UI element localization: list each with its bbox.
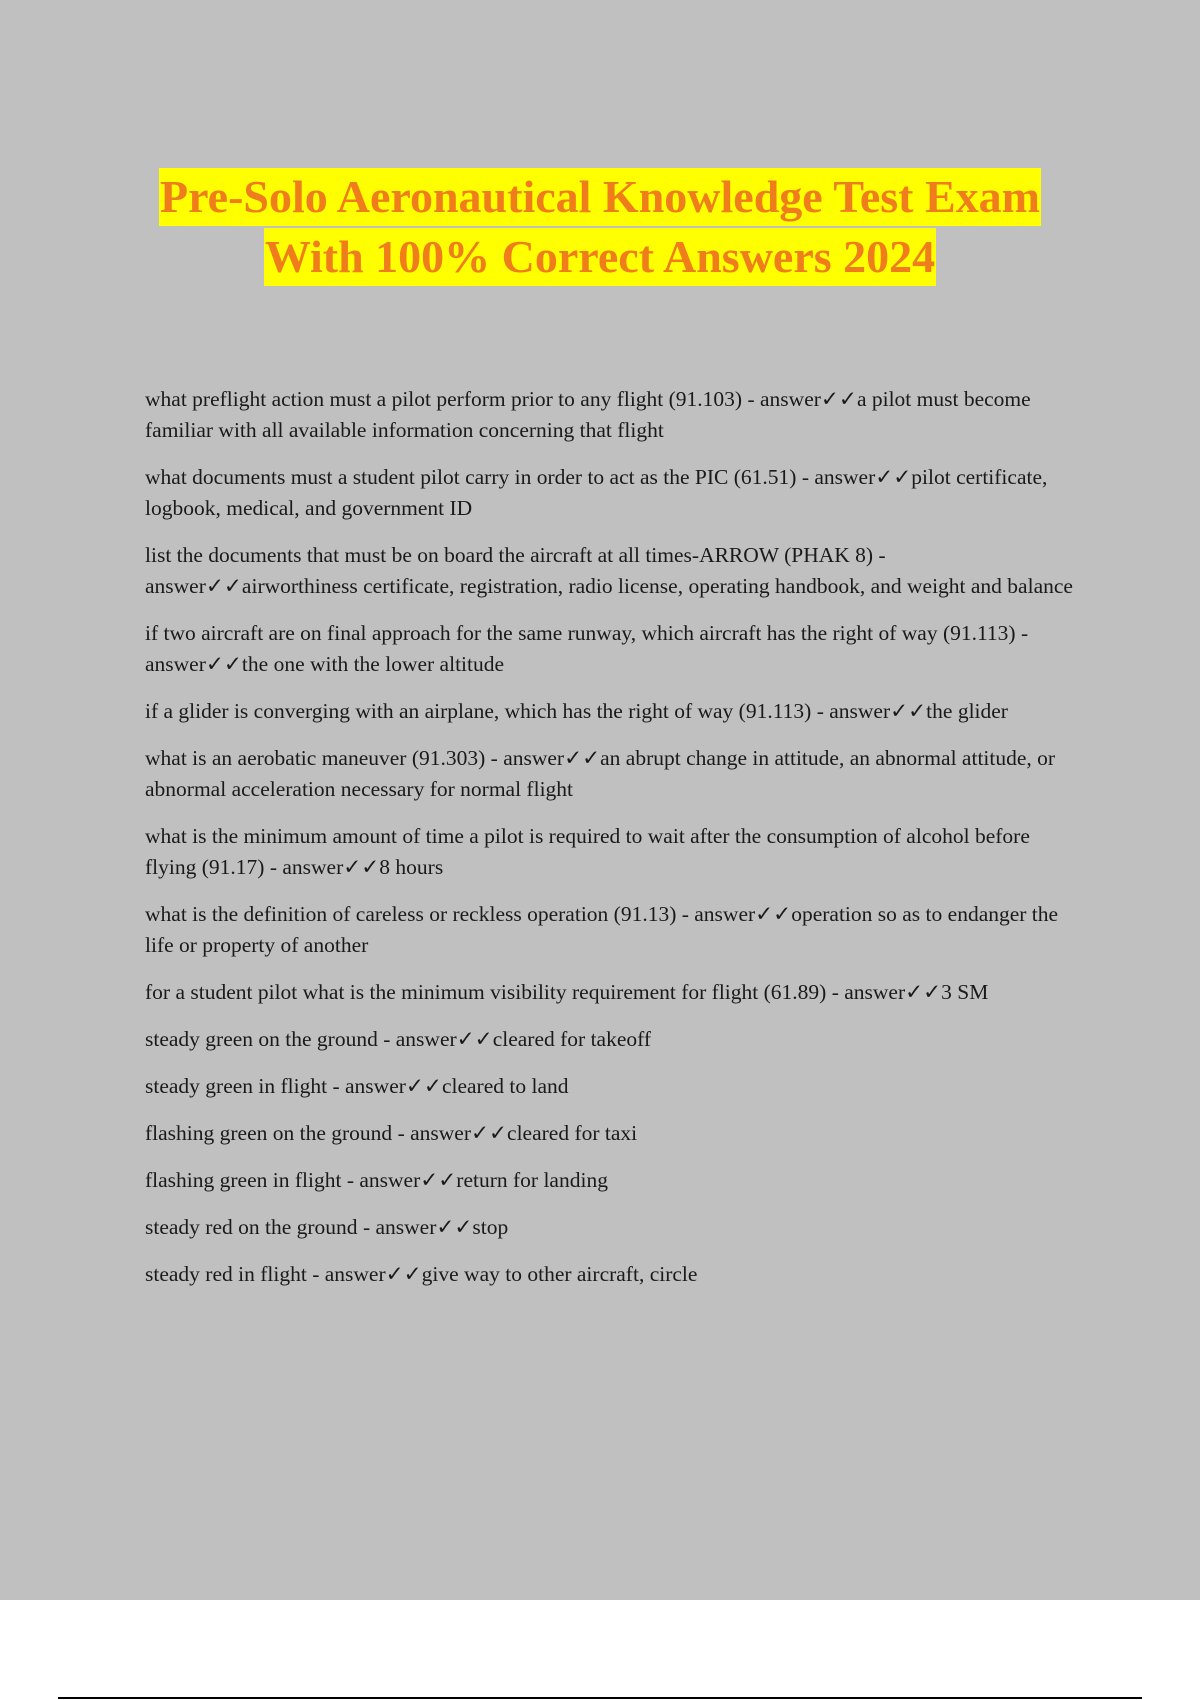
answer-separator: - answer	[145, 621, 1029, 676]
double-check-icon: ✓✓	[471, 1121, 508, 1145]
double-check-icon: ✓✓	[564, 746, 601, 770]
title-line-2: With 100% Correct Answers 2024	[264, 228, 936, 286]
question-text: what is an aerobatic maneuver (91.303)	[145, 746, 486, 770]
question-text: if two aircraft are on final approach for the same runway, which aircraft has the right of way (91.113)	[145, 621, 1016, 645]
qa-item	[145, 743, 1085, 805]
qa-item	[145, 384, 1085, 446]
answer-text: a pilot must become familiar with all available information concerning that flight	[145, 387, 1031, 442]
double-check-icon: ✓✓	[436, 1215, 473, 1239]
double-check-icon: ✓✓	[205, 652, 242, 676]
qa-item	[145, 821, 1085, 883]
double-check-icon: ✓✓	[875, 465, 912, 489]
double-check-icon: ✓✓	[456, 1027, 493, 1051]
answer-separator: - answer	[377, 1027, 457, 1051]
question-text: what is the minimum amount of time a pilot is required to wait after the consumption of alcohol before flying (91.17)	[145, 824, 1030, 879]
answer-text: 8 hours	[379, 855, 444, 879]
answer-text: cleared to land	[441, 1074, 569, 1098]
answer-text: give way to other aircraft, circle	[421, 1262, 698, 1286]
question-text: for a student pilot what is the minimum visibility requirement for flight (61.89)	[145, 980, 827, 1004]
answer-separator: - answer	[264, 855, 344, 879]
question-text: what is the definition of careless or reckless operation (91.13)	[145, 902, 677, 926]
document-title	[60, 168, 1140, 288]
question-text: if a glider is converging with an airplane, which has the right of way (91.113)	[145, 699, 812, 723]
answer-text: the glider	[926, 699, 1008, 723]
answer-separator: - answer	[796, 465, 876, 489]
answer-text: an abrupt change in attitude, an abnormal attitude, or abnormal acceleration necessary for normal flight	[145, 746, 1056, 801]
double-check-icon: ✓✓	[755, 902, 792, 926]
question-text: what preflight action must a pilot perform prior to any flight (91.103)	[145, 387, 743, 411]
qa-item	[145, 1212, 1085, 1243]
question-text: steady green in flight	[145, 1074, 328, 1098]
double-check-icon: ✓✓	[205, 574, 242, 598]
qa-item	[145, 899, 1085, 961]
question-text: what documents must a student pilot carry in order to act as the PIC (61.51)	[145, 465, 797, 489]
answer-text: stop	[472, 1215, 509, 1239]
qa-item	[145, 1259, 1085, 1290]
answer-separator: - answer	[145, 543, 886, 598]
qa-item	[145, 1165, 1085, 1196]
answer-separator: - answer	[742, 387, 821, 411]
double-check-icon: ✓✓	[405, 1074, 442, 1098]
question-text: steady green on the ground	[145, 1027, 378, 1051]
answer-separator: - answer	[826, 980, 906, 1004]
answer-separator: - answer	[392, 1121, 471, 1145]
question-text: flashing green on the ground	[145, 1121, 393, 1145]
qa-item	[145, 540, 1085, 602]
answer-text: return for landing	[456, 1168, 608, 1192]
qa-list	[145, 384, 1085, 1306]
qa-item	[145, 696, 1085, 727]
answer-text: pilot certificate, logbook, medical, and government ID	[145, 465, 1048, 520]
answer-text: 3 SM	[941, 980, 989, 1004]
qa-item	[145, 462, 1085, 524]
double-check-icon: ✓✓	[385, 1262, 422, 1286]
double-check-icon: ✓✓	[343, 855, 380, 879]
question-text: list the documents that must be on board the aircraft at all times-ARROW (PHAK 8)	[145, 543, 874, 567]
answer-text: airworthiness certificate, registration, radio license, operating handbook, and weight and balance	[241, 574, 1073, 598]
answer-separator: - answer	[485, 746, 565, 770]
answer-text: the one with the lower altitude	[241, 652, 505, 676]
qa-item	[145, 618, 1085, 680]
double-check-icon: ✓✓	[890, 699, 927, 723]
answer-separator: - answer	[676, 902, 756, 926]
qa-item	[145, 1118, 1085, 1149]
qa-item	[145, 1071, 1085, 1102]
answer-text: operation so as to endanger the life or property of another	[145, 902, 1059, 957]
double-check-icon: ✓✓	[420, 1168, 457, 1192]
answer-separator: - answer	[306, 1262, 386, 1286]
footer-rule	[58, 1697, 1142, 1699]
question-text: steady red on the ground	[145, 1215, 358, 1239]
qa-item	[145, 1024, 1085, 1055]
answer-separator: - answer	[327, 1074, 406, 1098]
answer-text: cleared for takeoff	[492, 1027, 652, 1051]
answer-text: cleared for taxi	[507, 1121, 638, 1145]
question-text: flashing green in flight	[145, 1168, 342, 1192]
double-check-icon: ✓✓	[820, 387, 857, 411]
double-check-icon: ✓✓	[905, 980, 942, 1004]
question-text: steady red in flight	[145, 1262, 307, 1286]
answer-separator: - answer	[341, 1168, 421, 1192]
title-line-1: Pre-Solo Aeronautical Knowledge Test Exam	[159, 168, 1041, 226]
answer-separator: - answer	[811, 699, 891, 723]
qa-item	[145, 977, 1085, 1008]
answer-separator: - answer	[357, 1215, 437, 1239]
